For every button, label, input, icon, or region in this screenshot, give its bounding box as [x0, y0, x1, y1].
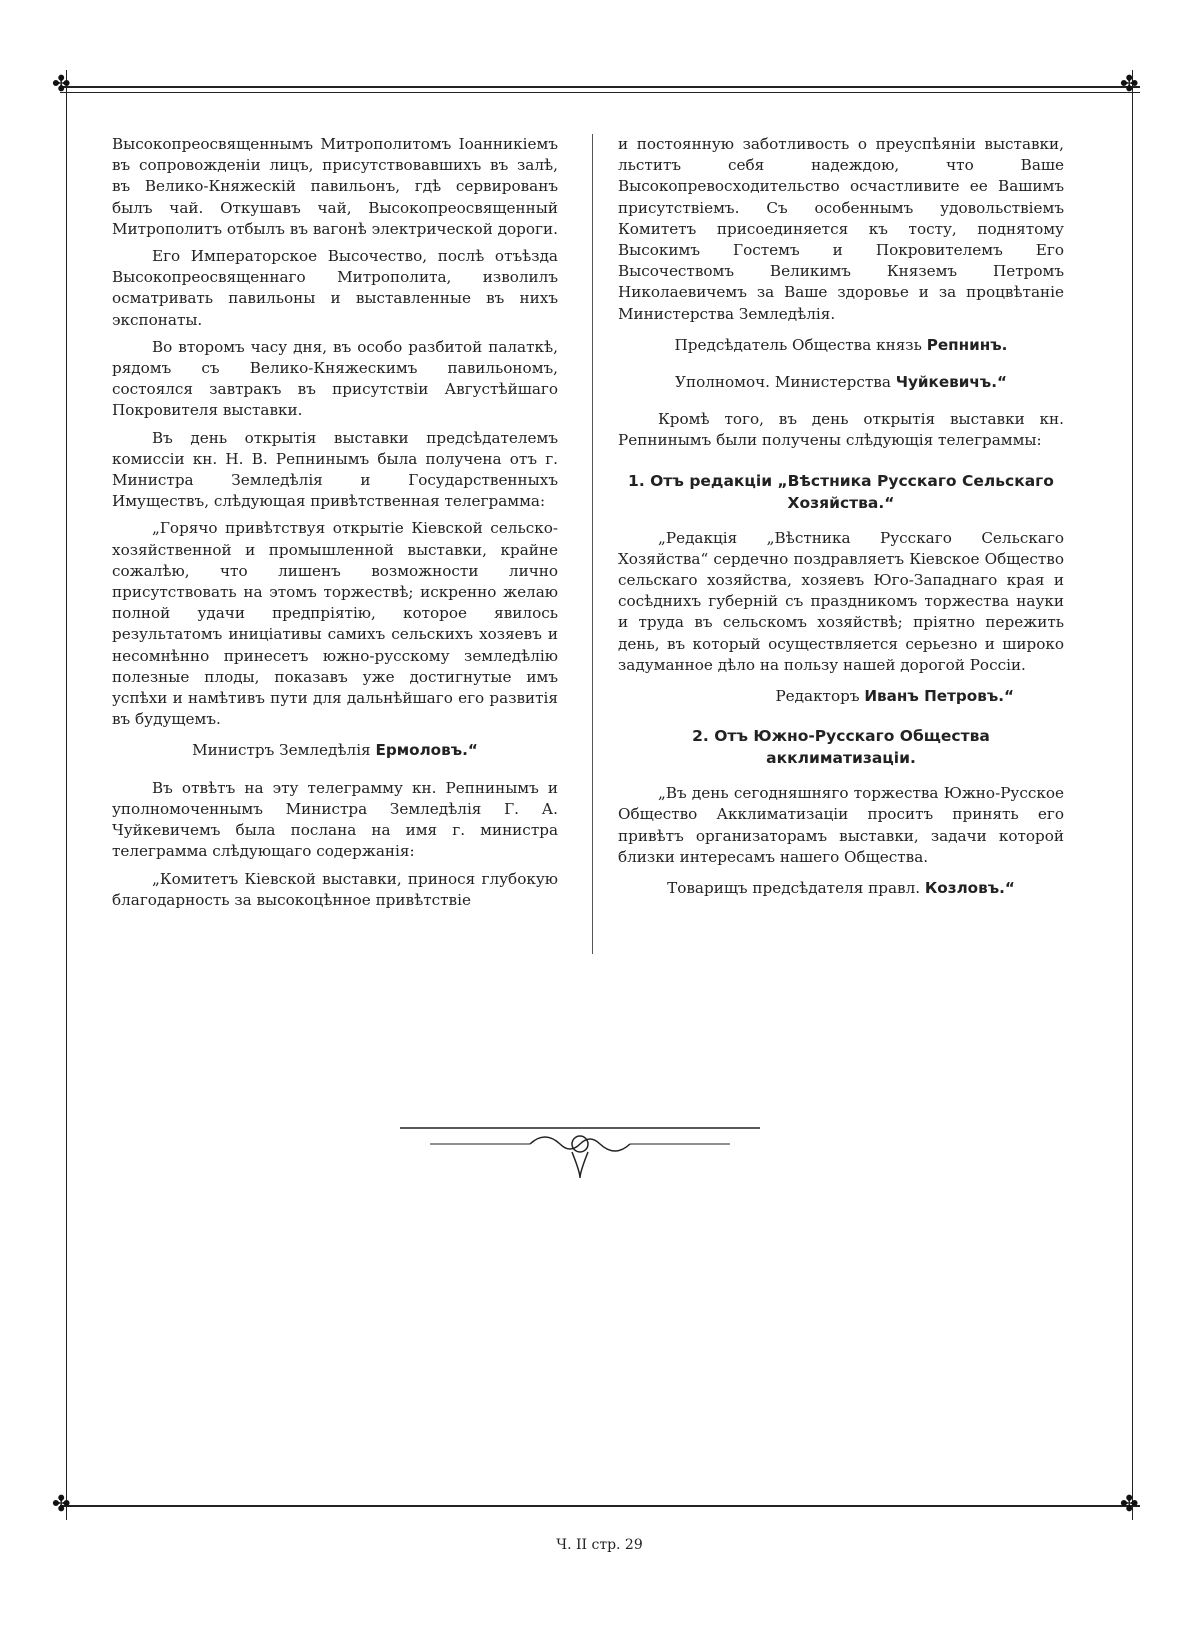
signature	[618, 335, 1064, 356]
telegram-text: „Комитетъ Кіевской выставки, принося глубокую благодарность за высокоцѣнное привѣтствіе	[112, 869, 558, 909]
signature-name: Репнинъ.	[926, 335, 1008, 354]
signature	[618, 372, 1064, 393]
left-column	[112, 134, 558, 917]
signature	[618, 878, 1064, 899]
frame-right-line	[1132, 70, 1133, 1520]
signature-title: Министръ Земледѣлія	[192, 741, 371, 760]
telegram-text: „Горячо привѣтствуя открытіе Кіевской сельско-хозяйственной и промышленной выставки, крайне сожалѣю, что лишенъ возможности лично присутствовать на этомъ торжествѣ; искренно желаю полной удачи предпріятію, которое явилось результатомъ иниціативы самихъ сельскихъ хозяевъ и несомнѣнно принесетъ южно-русскому земледѣлію полезные плоды, показавъ уже достигнутые имъ успѣхи и намѣтивъ пути для дальнѣйшаго его развитія въ будущемъ.	[112, 519, 558, 729]
corner-ornament-icon: ✤	[52, 1492, 71, 1517]
frame-top-line-thin	[60, 92, 1140, 93]
signature-title: Редакторъ	[775, 687, 860, 706]
page-number: Ч. II стр. 29	[556, 1537, 643, 1553]
signature-title: Предсѣдатель Общества князь	[674, 335, 922, 354]
column-divider	[592, 134, 593, 954]
section-heading: 1. Отъ редакціи „Вѣстника Русскаго Сельскаго Хозяйства.“	[628, 471, 1054, 512]
signature	[618, 686, 1064, 707]
paragraph: Во второмъ часу дня, въ особо разбитой палаткѣ, рядомъ съ Велико-Княжескимъ павильономъ, состоялся завтракъ въ присутствіи Августѣйшаго Покровителя выставки.	[112, 337, 558, 420]
telegram-text: „Въ день сегодняшняго торжества Южно-Русское Общество Акклиматизаціи проситъ принять его привѣтъ организаторамъ выставки, задачи которой близки интересамъ нашего Общества.	[618, 784, 1064, 866]
corner-ornament-icon: ✤	[1120, 1492, 1139, 1517]
frame-bottom-line	[60, 1505, 1140, 1507]
paragraph: Его Императорское Высочество, послѣ отъѣзда Высокопреосвященнаго Митрополита, изволилъ осматривать павильоны и выставленные въ нихъ экспонаты.	[112, 247, 558, 329]
signature-name: Козловъ.“	[924, 879, 1015, 898]
signature-title: Товарищъ предсѣдателя правл.	[667, 879, 921, 898]
corner-ornament-icon: ✤	[1120, 72, 1139, 97]
signature-title: Уполномоч. Министерства	[675, 373, 891, 392]
frame-left-line	[66, 70, 67, 1520]
paragraph: и постоянную заботливость о преуспѣяніи выставки, льститъ себя надеждою, что Ваше Высокопревосходительство осчастливите ее Вашимъ присутствіемъ. Съ особеннымъ удовольствіемъ Комитетъ присоединяется къ тосту, поднятому Высокимъ Гостемъ и Покровителемъ Его Высочествомъ Великимъ Княземъ Петромъ Николаевичемъ за Ваше здоровье и за процвѣтаніе Министерства Земледѣлія.	[618, 135, 1064, 323]
frame-top-line	[60, 86, 1140, 88]
paragraph: Высокопреосвященнымъ Митрополитомъ Іоанникіемъ въ сопровожденіи лицъ, присутствовавшихъ въ залѣ, въ Велико-Княжескій павильонъ, гдѣ сервированъ былъ чай. Откушавъ чай, Высокопреосвященный Митрополитъ отбылъ въ вагонѣ электрической дороги.	[112, 135, 558, 238]
telegram-text: „Редакція „Вѣстника Русскаго Сельскаго Хозяйства“ сердечно поздравляетъ Кіевское Общество сельскаго хозяйства, хозяевъ Юго-Западнаго края и сосѣднихъ губерній съ праздникомъ торжества науки и труда въ сельскомъ хозяйствѣ; пріятно пережить день, въ который осуществляется серьезно и широко задуманное дѣло на пользу нашей дорогой Россіи.	[618, 528, 1064, 674]
paragraph: Въ отвѣтъ на эту телеграмму кн. Репнинымъ и уполномоченнымъ Министра Земледѣлія Г. А. Чуйкевичемъ была послана на имя г. министра телеграмма слѣдующаго содержанія:	[112, 778, 558, 861]
paragraph: Въ день открытія выставки предсѣдателемъ комиссіи кн. Н. В. Репнинымъ была получена отъ г. Министра Земледѣлія и Государственныхъ Имуществъ, слѣдующая привѣтственная телеграмма:	[112, 428, 558, 511]
signature-name: Ермоловъ.“	[375, 741, 478, 760]
signature	[112, 740, 558, 761]
paragraph: Кромѣ того, въ день открытія выставки кн. Репнинымъ были получены слѣдующія телеграммы:	[618, 410, 1064, 450]
right-column	[618, 134, 1064, 915]
signature-name: Чуйкевичъ.“	[895, 373, 1007, 392]
tailpiece-ornament-icon	[400, 1120, 760, 1180]
corner-ornament-icon: ✤	[52, 72, 71, 97]
signature-name: Иванъ Петровъ.“	[864, 687, 1014, 706]
section-heading: 2. Отъ Южно-Русскаго Общества акклиматизаціи.	[692, 727, 990, 768]
